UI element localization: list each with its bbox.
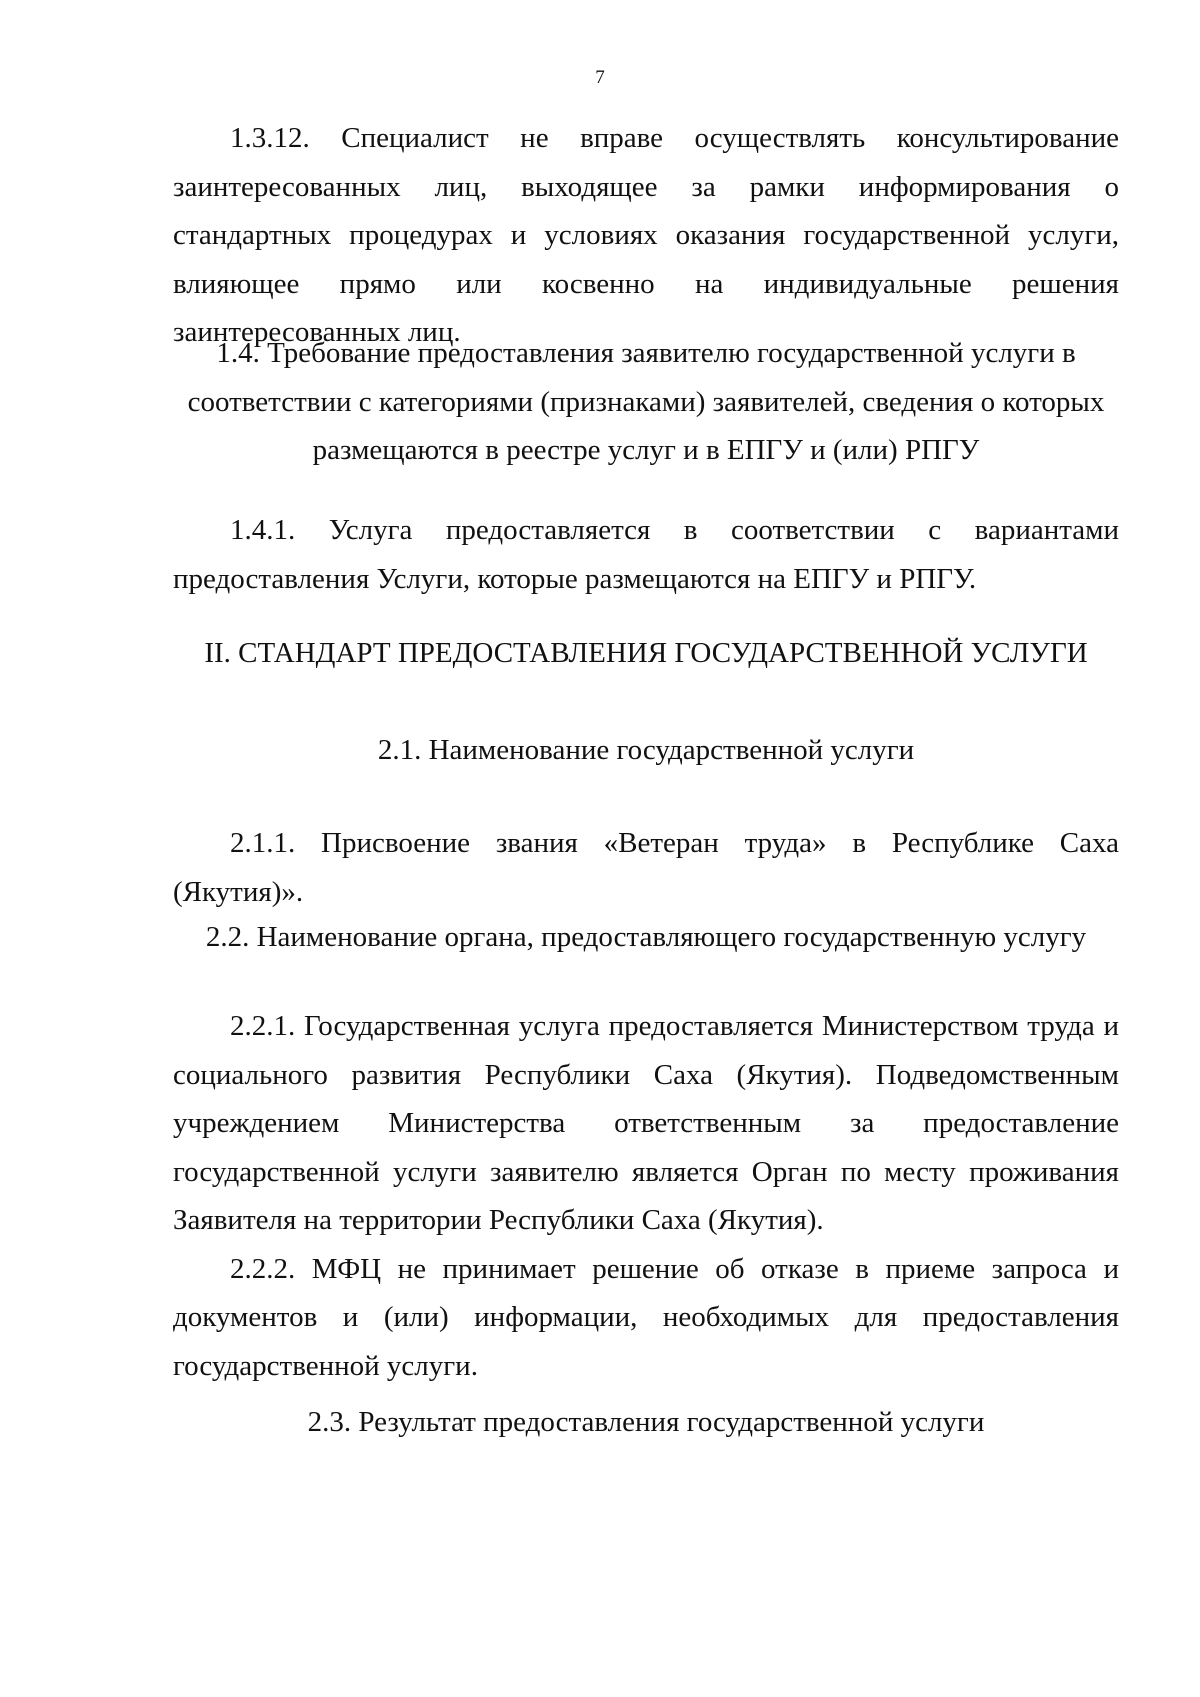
paragraph-1-4-1: 1.4.1. Услуга предоставляется в соответствии с вариантами предоставления Услуги, которые размещаются на ЕПГУ и РПГУ. [173,514,1119,595]
paragraph-1-3-12-block [173,114,1119,357]
section-2-heading-block [173,629,1119,678]
heading-2-2-block [173,913,1119,962]
section-2-heading: II. СТАНДАРТ ПРЕДОСТАВЛЕНИЯ ГОСУДАРСТВЕННОЙ УСЛУГИ [204,637,1088,669]
heading-2-1: 2.1. Наименование государственной услуги [377,734,915,766]
paragraph-2-2-2: 2.2.2. МФЦ не принимает решение об отказе в приеме запроса и документов и (или) информации, необходимых для предоставления государственной услуги. [173,1252,1119,1382]
heading-2-3: 2.3. Результат предоставления государственной услуги [307,1406,985,1438]
page-number: 7 [595,67,605,88]
heading-2-2: 2.2. Наименование органа, предоставляющего государственную услугу [205,921,1087,953]
heading-2-1-block [173,726,1119,775]
paragraph-2-2-1: 2.2.1. Государственная услуга предоставляется Министерством труда и социального развития Республики Саха (Якутия). Подведомственным учреждением Министерства ответственным за предоставление государственной услуги заявителю является Орган по месту проживания Заявителя на территории Республики Саха (Якутия). [173,1010,1119,1236]
paragraph-2-1-1-block [173,819,1119,916]
heading-1-4-line-3: размещаются в реестре услуг и в ЕПГУ и (или) РПГУ [312,434,980,466]
heading-2-3-block [173,1398,1119,1447]
paragraph-2-1-1: 2.1.1. Присвоение звания «Ветеран труда» в Республике Саха (Якутия)». [173,827,1119,908]
heading-1-4-block [173,329,1119,475]
paragraph-1-3-12: 1.3.12. Специалист не вправе осуществлять консультирование заинтересованных лиц, выходящее за рамки информирования о стандартных процедурах и условиях оказания государственной услуги, влияющее прямо или косвенно на индивидуальные решения заинтересованных лиц. [173,122,1119,348]
paragraph-1-4-1-block [173,506,1119,603]
paragraphs-2-2-block [173,1002,1119,1390]
heading-1-4-line-2: соответствии с категориями (признаками) заявителей, сведения о которых [187,385,1105,418]
heading-1-4-line-1: 1.4. Требование предоставления заявителю государственной услуги в [216,337,1076,369]
